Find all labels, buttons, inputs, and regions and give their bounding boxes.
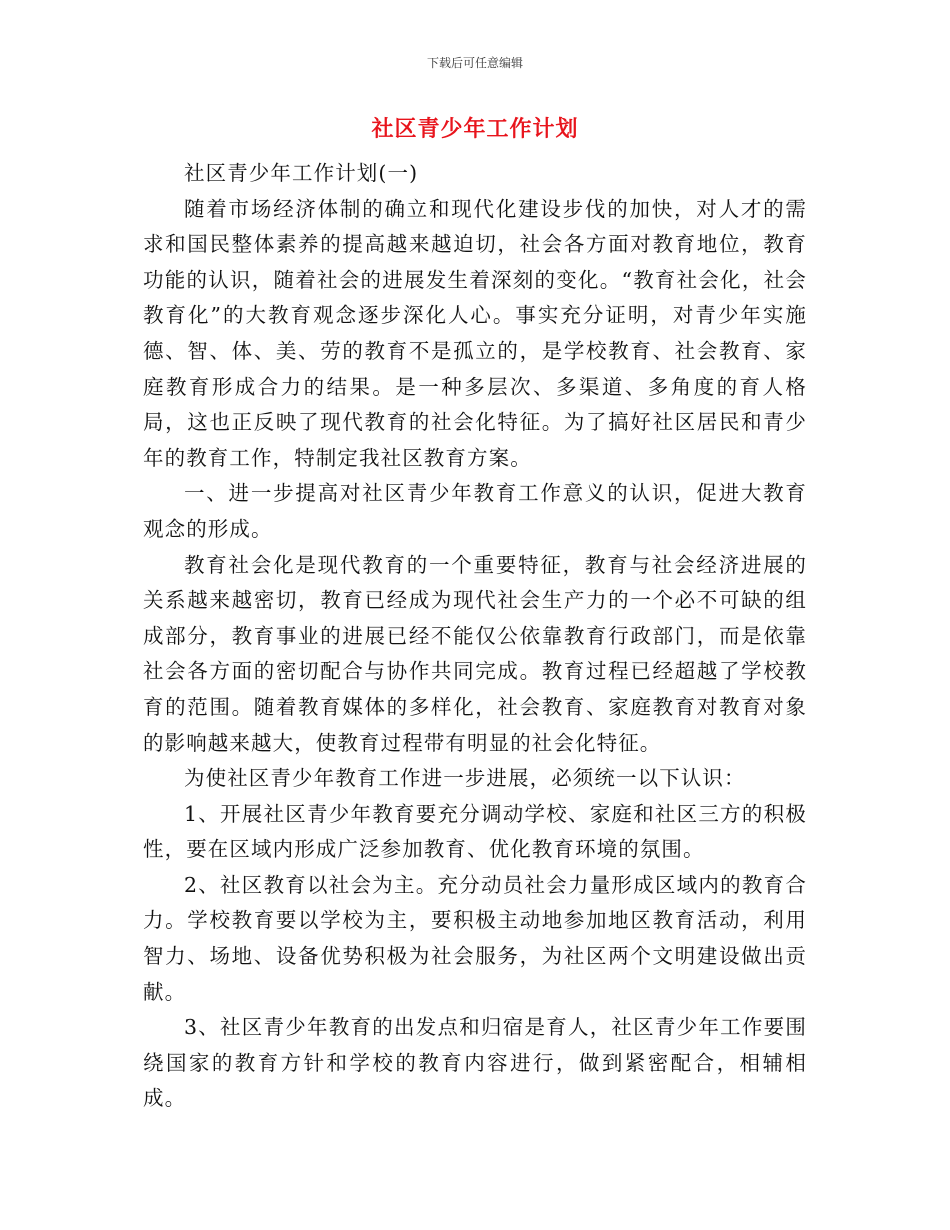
list-item-paragraph: 1、开展社区青少年教育要充分调动学校、家庭和社区三方的积极性，要在区域内形成广泛参加教育、优化教育环境的氛围。 <box>143 801 807 862</box>
section-heading-paragraph: 一、进一步提高对社区青少年教育工作意义的认识，促进大教育观念的形成。 <box>143 481 807 541</box>
body-paragraph: 为使社区青少年教育工作进一步进展，必须统一以下认识： <box>184 766 746 791</box>
list-item-paragraph: 3、社区青少年教育的出发点和归宿是育人，社区青少年工作要围绕国家的教育方针和学校的教育内容进行，做到紧密配合，相辅相成。 <box>143 1015 807 1111</box>
body-paragraph: 随着市场经济体制的确立和现代化建设步伐的加快，对人才的需求和国民整体素养的提高越来越迫切，社会各方面对教育地位，教育功能的认识，随着社会的进展发生着深刻的变化。“教育社会化，社会教育化”的大教育观念逐步深化人心。事实充分证明，对青少年实施德、智、体、美、劳的教育不是孤立的，是学校教育、社会教育、家庭教育形成合力的结果。是一种多层次、多渠道、多角度的育人格局，这也正反映了现代教育的社会化特征。为了搞好社区居民和青少年的教育工作，特制定我社区教育方案。 <box>143 196 807 470</box>
document-body <box>143 156 807 1117</box>
body-paragraph: 教育社会化是现代教育的一个重要特征，教育与社会经济进展的关系越来越密切，教育已经成为现代社会生产力的一个必不可缺的组成部分，教育事业的进展已经不能仅公依靠教育行政部门，而是依靠社会各方面的密切配合与协作共同完成。教育过程已经超越了学校教育的范围。随着教育媒体的多样化，社会教育、家庭教育对教育对象的影响越来越大，使教育过程带有明显的社会化特征。 <box>143 552 807 755</box>
document-title: 社区青少年工作计划 <box>371 117 579 142</box>
subtitle-paragraph: 社区青少年工作计划(一) <box>184 161 419 185</box>
list-item-paragraph: 2、社区教育以社会为主。充分动员社会力量形成区域内的教育合力。学校教育要以学校为主，要积极主动地参加地区教育活动，利用智力、场地、设备优势积极为社会服务，为社区两个文明建设做出贡献。 <box>143 872 807 1004</box>
header-note: 下载后可任意编辑 <box>426 56 523 70</box>
